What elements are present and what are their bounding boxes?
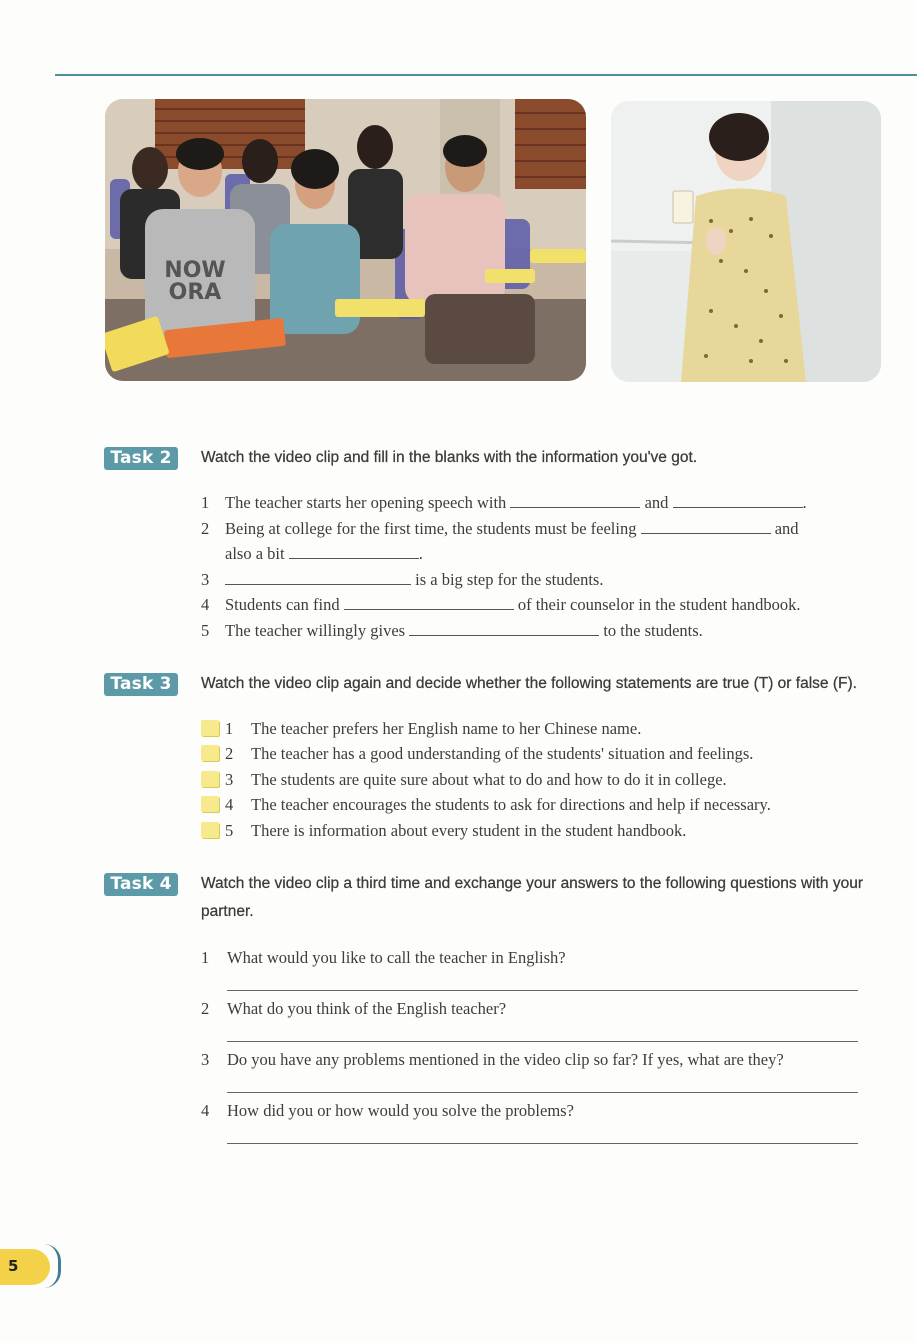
header-rule [55, 74, 917, 76]
answer-blank[interactable] [225, 568, 411, 585]
answer-blank[interactable] [673, 491, 803, 508]
task-3-item-4: 4 The teacher encourages the students to ask for directions and help if necessary. [225, 795, 771, 814]
task-4-badge: Task 4 [104, 873, 178, 896]
answer-blank[interactable] [510, 491, 640, 508]
answer-line[interactable] [227, 1092, 858, 1093]
answer-blank[interactable] [641, 517, 771, 534]
svg-text:ORA: ORA [168, 280, 222, 305]
classroom-students-photo [105, 99, 586, 381]
page-number: 5 [8, 1257, 19, 1275]
svg-text:NOW: NOW [164, 258, 226, 283]
tf-checkbox[interactable] [201, 822, 219, 838]
task-2-item-2: 2 Being at college for the first time, the students must be feeling and [201, 519, 799, 538]
task-2-badge: Task 2 [104, 447, 178, 470]
task-2-title: Watch the video clip and fill in the blanks with the information you've got. [201, 449, 698, 466]
answer-line[interactable] [227, 1143, 858, 1144]
answer-blank[interactable] [344, 593, 514, 610]
task-4-question-3: 3 Do you have any problems mentioned in the video clip so far? If yes, what are they? [201, 1050, 784, 1069]
task-4-question-4: 4 How did you or how would you solve the problems? [201, 1101, 574, 1120]
tf-checkbox[interactable] [201, 720, 219, 736]
page-bracket-decoration [44, 1244, 61, 1288]
task-3-title: Watch the video clip again and decide whether the following statements are true (T) or false (F). [201, 675, 857, 692]
task-3-item-3: 3 The students are quite sure about what to do and how to do it in college. [225, 770, 727, 789]
task-4-title: Watch the video clip a third time and exchange your answers to the following questions with your partner. [201, 875, 863, 920]
task-2-item-1: 1 The teacher starts her opening speech with and . [201, 493, 807, 512]
task-3-badge: Task 3 [104, 673, 178, 696]
task-2-item-2-cont: also a bit . [225, 544, 423, 563]
answer-line[interactable] [227, 990, 858, 991]
task-4-question-2: 2 What do you think of the English teacher? [201, 999, 507, 1018]
task-3-item-1: 1 The teacher prefers her English name to her Chinese name. [225, 719, 642, 738]
task-2-item-4: 4 Students can find of their counselor in the student handbook. [201, 595, 801, 614]
task-4-question-1: 1 What would you like to call the teacher in English? [201, 948, 566, 967]
answer-line[interactable] [227, 1041, 858, 1042]
task-3-item-5: 5 There is information about every student in the student handbook. [225, 821, 687, 840]
task-2-item-3: 3 is a big step for the students. [201, 570, 604, 589]
tf-checkbox[interactable] [201, 771, 219, 787]
tf-checkbox[interactable] [201, 745, 219, 761]
teacher-presenting-photo [611, 101, 881, 382]
tf-checkbox[interactable] [201, 796, 219, 812]
task-2-item-5: 5 The teacher willingly gives to the students. [201, 621, 703, 640]
answer-blank[interactable] [289, 542, 419, 559]
task-3-item-2: 2 The teacher has a good understanding of the students' situation and feelings. [225, 744, 754, 763]
answer-blank[interactable] [409, 619, 599, 636]
